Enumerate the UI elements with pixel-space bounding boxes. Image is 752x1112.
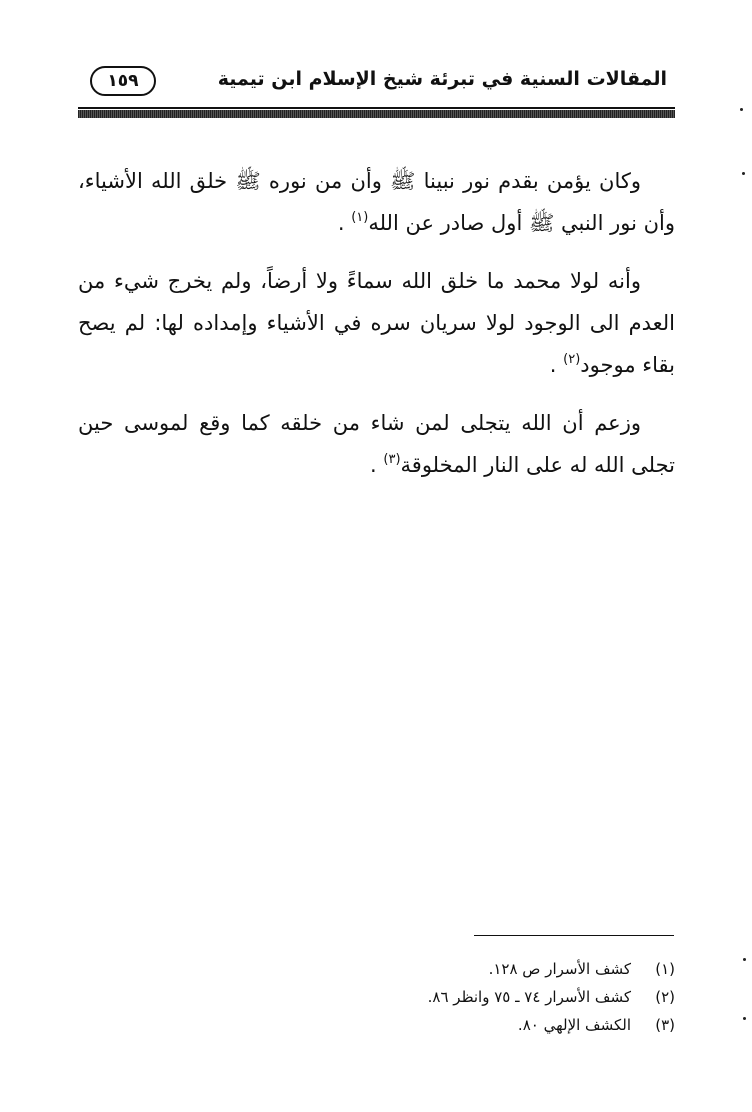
footnote-text: الكشف الإلهي ٨٠. xyxy=(517,1016,631,1034)
footnotes xyxy=(78,955,675,1039)
page-number-frame xyxy=(90,66,156,96)
footnote-ref: (١) xyxy=(351,210,369,225)
footnote-item xyxy=(78,1011,675,1039)
header-rule-line xyxy=(78,107,675,109)
paragraph-2 xyxy=(78,260,675,386)
footnote-number: (٢) xyxy=(655,988,675,1006)
paragraph-end: . xyxy=(370,453,384,477)
footnote-separator xyxy=(474,935,674,936)
paragraph-end: . xyxy=(549,353,564,377)
scan-speck xyxy=(743,1017,746,1020)
scan-speck xyxy=(743,958,746,961)
paragraph-end: . xyxy=(337,211,352,235)
body-text xyxy=(78,160,675,502)
footnote-ref: (٣) xyxy=(383,452,401,467)
scan-speck xyxy=(742,172,745,175)
paragraph-text: وزعم أن الله يتجلى لمن شاء من خلقه كما وقع لموسى حين تجلى الله له على النار المخلوقة xyxy=(78,411,675,477)
running-title: المقالات السنية في تبرئة شيخ الإسلام ابن تيمية xyxy=(217,68,667,90)
footnote-item xyxy=(78,983,675,1011)
footnote-ref: (٢) xyxy=(563,352,581,367)
footnote-item xyxy=(78,955,675,983)
footnote-number: (١) xyxy=(655,960,675,978)
scan-speck xyxy=(740,108,743,111)
header-rule-band xyxy=(78,110,675,118)
paragraph-1 xyxy=(78,160,675,244)
page-number: ١٥٩ xyxy=(107,71,139,91)
page-header xyxy=(78,58,675,102)
paragraph-3 xyxy=(78,402,675,486)
paragraph-text: وأنه لولا محمد ما خلق الله سماءً ولا أرضاً، ولم يخرج شيء من العدم الى الوجود لولا سريان سره في الأشياء وإمداده لها: لم يصح بقاء موجود xyxy=(78,269,675,377)
footnote-text: كشف الأسرار ٧٤ ـ ٧٥ وانظر ٨٦. xyxy=(427,988,631,1006)
footnote-number: (٣) xyxy=(655,1016,675,1034)
paragraph-text: وكان يؤمن بقدم نور نبينا ﷺ وأن من نوره ﷺ خلق الله الأشياء، وأن نور النبي ﷺ أول صادر عن الله xyxy=(78,169,675,235)
footnote-text: كشف الأسرار ص ١٢٨. xyxy=(488,960,631,978)
